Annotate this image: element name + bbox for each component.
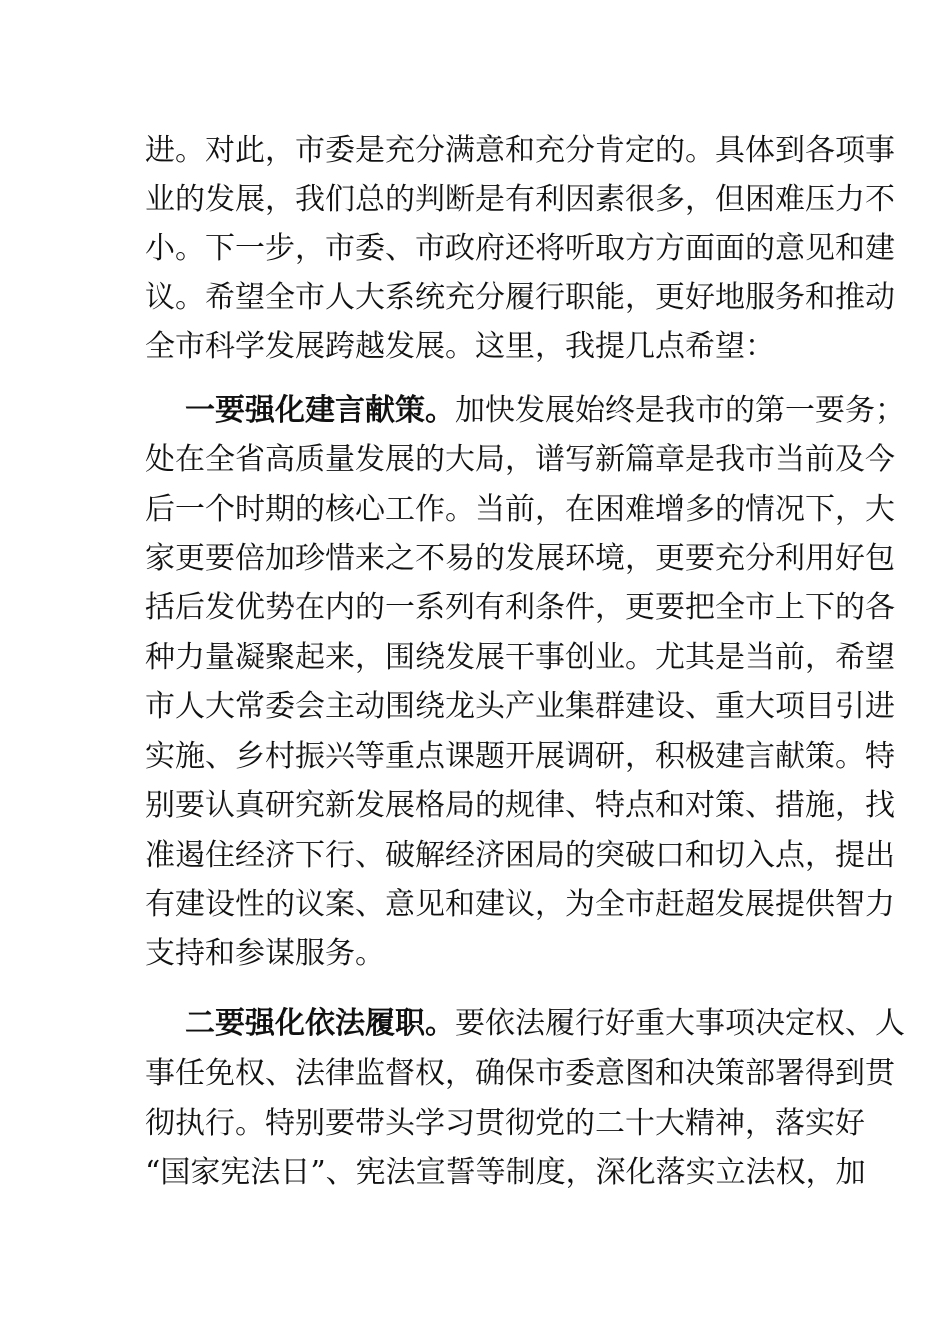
paragraph-1-line-3: 小。下一步，市委、市政府还将听取方方面面的意见和建 [145, 231, 895, 266]
paragraph-1-line-2: 业的发展，我们总的判断是有利因素很多，但困难压力不 [145, 182, 895, 217]
paragraph-2-line-5: 括后发优势在内的一系列有利条件，更要把全市上下的各 [145, 590, 895, 625]
paragraph-2-line-1 [185, 391, 905, 431]
paragraph-3-line-1 [185, 1004, 905, 1044]
paragraph-1-line-5: 全市科学发展跨越发展。这里，我提几点希望： [145, 329, 775, 364]
paragraph-1-line-1: 进。对此，市委是充分满意和充分肯定的。具体到各项事 [145, 133, 895, 168]
paragraph-2-line-7: 市人大常委会主动围绕龙头产业集群建设、重大项目引进 [145, 689, 895, 724]
paragraph-2-line-6: 种力量凝聚起来，围绕发展干事创业。尤其是当前，希望 [145, 640, 895, 675]
paragraph-2-first-line-text: 加快发展始终是我市的第一要务； [455, 393, 905, 428]
paragraph-2-line-2: 处在全省高质量发展的大局，谱写新篇章是我市当前及今 [145, 442, 895, 477]
paragraph-2-line-4: 家更要倍加珍惜来之不易的发展环境，更要充分利用好包 [145, 541, 895, 576]
paragraph-3-first-line-text: 要依法履行好重大事项决定权、人 [455, 1006, 905, 1041]
paragraph-1-line-4: 议。希望全市人大系统充分履行职能，更好地服务和推动 [145, 280, 895, 315]
paragraph-2-line-11: 有建设性的议案、意见和建议，为全市赶超发展提供智力 [145, 887, 895, 922]
paragraph-2-line-10: 准遏住经济下行、破解经济困局的突破口和切入点，提出 [145, 838, 895, 873]
paragraph-3-line-4: “国家宪法日”、宪法宣誓等制度，深化落实立法权，加 [145, 1155, 866, 1190]
paragraph-3-heading: 二要强化依法履职。 [185, 1006, 455, 1041]
paragraph-2-heading: 一要强化建言献策。 [185, 393, 455, 428]
paragraph-2-line-8: 实施、乡村振兴等重点课题开展调研，积极建言献策。特 [145, 739, 895, 774]
paragraph-3-line-2: 事任免权、法律监督权，确保市委意图和决策部署得到贯 [145, 1056, 895, 1091]
paragraph-2-line-9: 别要认真研究新发展格局的规律、特点和对策、措施，找 [145, 788, 895, 823]
paragraph-2-line-12: 支持和参谋服务。 [145, 936, 385, 971]
paragraph-3-line-3: 彻执行。特别要带头学习贯彻党的二十大精神，落实好 [145, 1106, 865, 1141]
paragraph-2-line-3: 后一个时期的核心工作。当前，在困难增多的情况下，大 [145, 492, 895, 527]
